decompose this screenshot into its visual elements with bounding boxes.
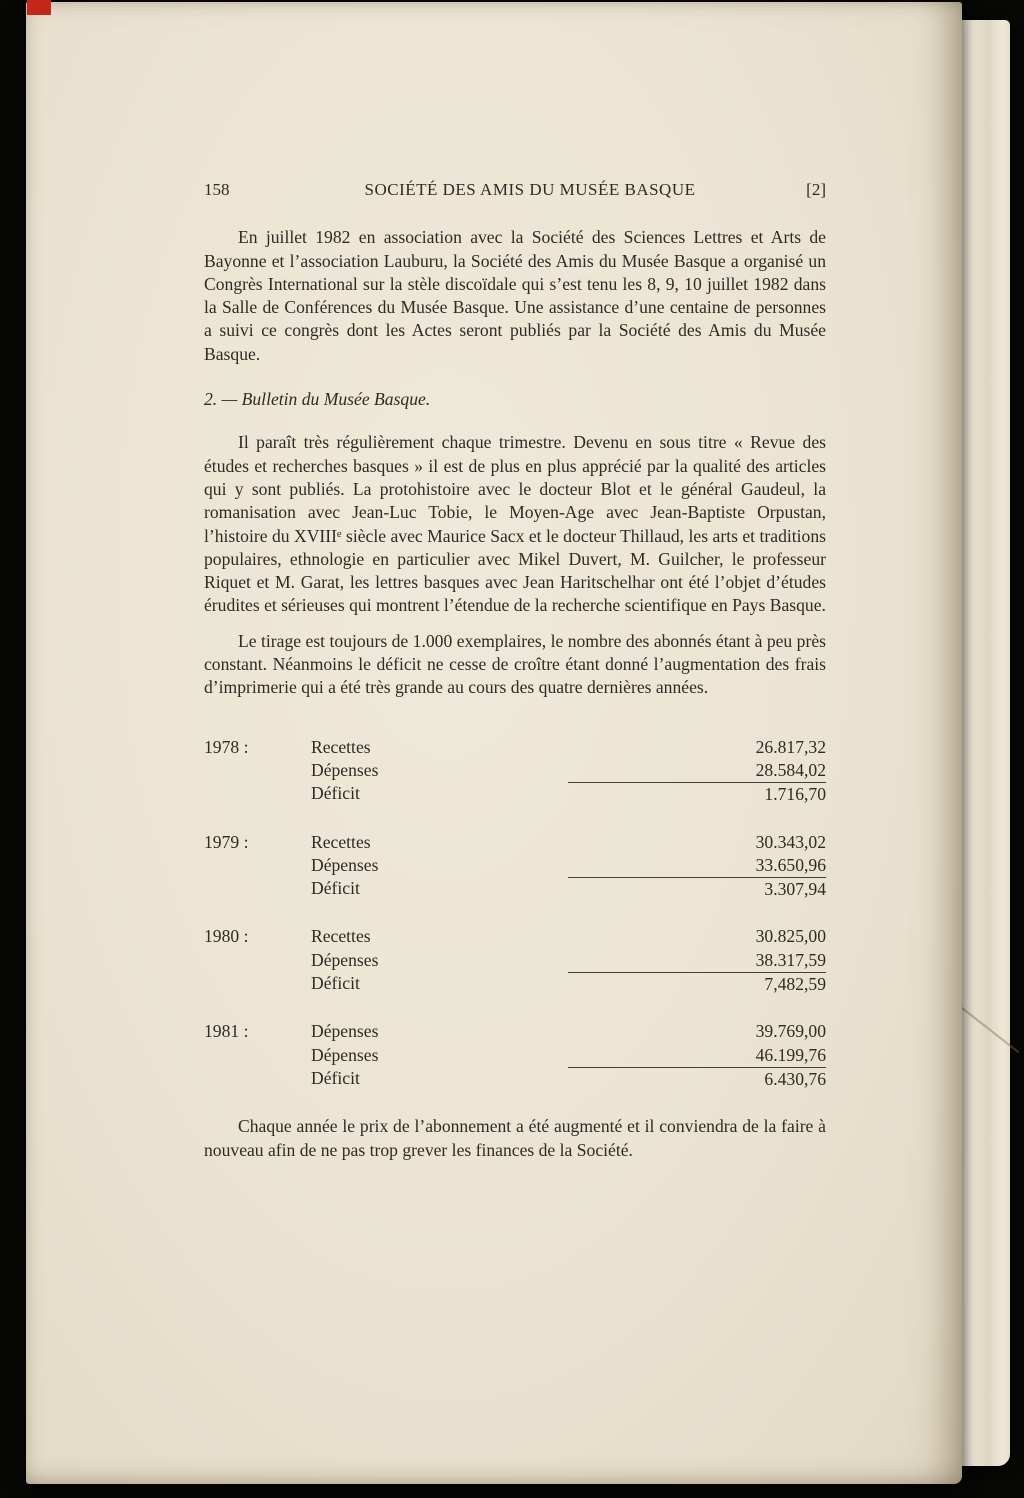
paragraph-congres: En juillet 1982 en association avec la Société des Sciences Lettres et Arts de Bayonne et l’association Lauburu, la Société des Amis du Musée Basque a organisé un Congrès International sur la stèle discoïdale qui s’est tenu les 8, 9, 10 juillet 1982 dans la Salle de Conférences du Musée Basque. Une assistance d’une centaine de personnes a suivi ce congrès dont les Actes seront publiés par la Société des Amis du Musée Basque. bbox=[204, 227, 826, 364]
row-label: Déficit bbox=[311, 973, 360, 994]
paragraph-abonnement: Chaque année le prix de l’abonnement a été augmenté et il conviendra de la faire à nouveau afin de ne pas trop grever les finances de la Société. bbox=[204, 1116, 826, 1160]
year-label: 1979 : bbox=[204, 831, 249, 852]
year-group-1979 bbox=[204, 831, 826, 902]
year-spacer bbox=[204, 949, 311, 972]
book-page bbox=[26, 2, 962, 1484]
table-row bbox=[204, 736, 826, 759]
running-title: SOCIÉTÉ DES AMIS DU MUSÉE BASQUE bbox=[364, 180, 696, 199]
table-row bbox=[204, 1067, 826, 1091]
row-value: 46.199,76 bbox=[755, 1044, 826, 1065]
year-label: 1981 : bbox=[204, 1021, 249, 1042]
section-heading-bulletin: 2. — Bulletin du Musée Basque. bbox=[204, 389, 431, 410]
year-group-1981 bbox=[204, 1020, 826, 1091]
row-label: Dépenses bbox=[311, 854, 379, 875]
row-label: Déficit bbox=[311, 1067, 360, 1088]
year-group-1980 bbox=[204, 925, 826, 996]
year-label: 1978 : bbox=[204, 736, 249, 757]
page-number: 158 bbox=[204, 180, 230, 199]
table-row bbox=[204, 1020, 826, 1043]
row-value: 1.716,70 bbox=[568, 782, 826, 806]
column-reference: [2] bbox=[806, 180, 826, 199]
row-value: 6.430,76 bbox=[568, 1067, 826, 1091]
year-spacer bbox=[204, 1044, 311, 1067]
row-value: 3.307,94 bbox=[568, 877, 826, 901]
year-spacer bbox=[204, 782, 311, 806]
year-spacer bbox=[204, 877, 311, 901]
year-spacer bbox=[204, 1067, 311, 1091]
paragraph-bulletin: Il paraît très régulièrement chaque trimestre. Devenu en sous titre « Revue des études et recherches basques » il est de plus en plus apprécié par la qualité des articles qui y sont publiés. La protohistoire avec le docteur Blot et le général Gaudeul, la romanisation avec Jean-Luc Tobie, le Moyen-Age avec Jean-Baptiste Orpustan, l’histoire du XVIIIᵉ siècle avec Maurice Sacx et le docteur Thillaud, les arts et traditions populaires, ethnologie en particulier avec Mikel Duvert, M. Guilcher, le professeur Riquet et M. Garat, les lettres basques avec Jean Haritschelhar ont été l’objet d’études érudites et sérieuses qui montrent l’étendue de la recherche scientifique en Pays Basque. bbox=[204, 432, 826, 616]
table-row bbox=[204, 877, 826, 901]
row-label: Dépenses bbox=[311, 949, 379, 970]
red-corner-mark bbox=[27, 0, 51, 15]
row-value: 38.317,59 bbox=[755, 949, 826, 970]
row-label: Déficit bbox=[311, 783, 360, 804]
row-label: Dépenses bbox=[311, 1044, 379, 1065]
row-label: Recettes bbox=[311, 831, 371, 852]
year-label: 1980 : bbox=[204, 926, 249, 947]
year-spacer bbox=[204, 854, 311, 877]
table-row bbox=[204, 1044, 826, 1067]
row-value: 30.343,02 bbox=[755, 831, 826, 852]
row-label: Recettes bbox=[311, 926, 371, 947]
row-value: 33.650,96 bbox=[755, 854, 826, 875]
row-label: Déficit bbox=[311, 878, 360, 899]
row-value: 39.769,00 bbox=[755, 1021, 826, 1042]
table-row bbox=[204, 759, 826, 782]
year-spacer bbox=[204, 972, 311, 996]
page-content bbox=[204, 178, 826, 1174]
table-row bbox=[204, 854, 826, 877]
row-value: 7,482,59 bbox=[568, 972, 826, 996]
row-label: Dépenses bbox=[311, 759, 379, 780]
table-row bbox=[204, 831, 826, 854]
paragraph-tirage: Le tirage est toujours de 1.000 exemplaires, le nombre des abonnés étant à peu près constant. Néanmoins le déficit ne cesse de croître étant donné l’augmentation des frais d’imprimerie qui a été très grande au cours des quatre dernières années. bbox=[204, 630, 826, 698]
page-header bbox=[204, 178, 826, 201]
table-row bbox=[204, 949, 826, 972]
table-row bbox=[204, 782, 826, 806]
row-value: 30.825,00 bbox=[755, 926, 826, 947]
row-value: 28.584,02 bbox=[755, 759, 826, 780]
row-label: Dépenses bbox=[311, 1021, 379, 1042]
row-label: Recettes bbox=[311, 736, 371, 757]
table-row bbox=[204, 925, 826, 948]
accounts-table bbox=[204, 736, 826, 1092]
year-group-1978 bbox=[204, 736, 826, 807]
table-row bbox=[204, 972, 826, 996]
row-value: 26.817,32 bbox=[755, 736, 826, 757]
year-spacer bbox=[204, 759, 311, 782]
